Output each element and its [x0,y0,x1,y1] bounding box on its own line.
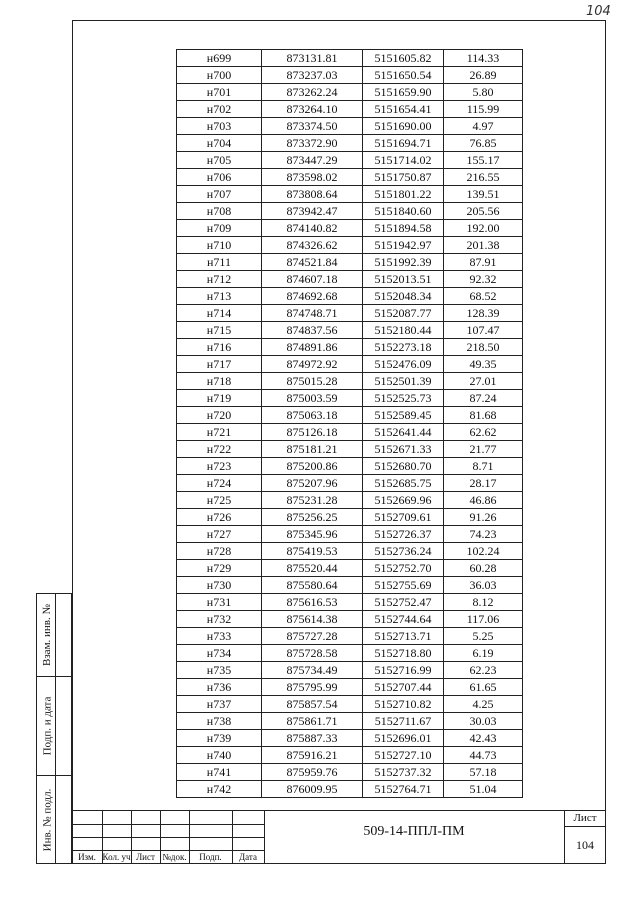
point-id-cell: н742 [177,781,262,798]
distance-cell: 205.56 [444,203,523,220]
y-coord-cell: 5152685.75 [363,475,444,492]
table-row [177,322,523,339]
x-coord-cell: 875345.96 [262,526,363,543]
y-coord-cell: 5151659.90 [363,84,444,101]
x-coord-cell: 875728.58 [262,645,363,662]
x-coord-cell: 874837.56 [262,322,363,339]
x-coord-cell: 875580.64 [262,577,363,594]
x-coord-cell: 875616.53 [262,594,363,611]
y-coord-cell: 5151750.87 [363,169,444,186]
point-id-cell: н703 [177,118,262,135]
x-coord-cell: 875063.18 [262,407,363,424]
y-coord-cell: 5152752.70 [363,560,444,577]
x-coord-cell: 874692.68 [262,288,363,305]
y-coord-cell: 5152716.99 [363,662,444,679]
point-id-cell: н704 [177,135,262,152]
table-row [177,747,523,764]
inv-podl-label: Инв. № подл. [41,788,53,851]
distance-cell: 57.18 [444,764,523,781]
x-coord-cell: 875419.53 [262,543,363,560]
table-row [177,67,523,84]
table-row [177,390,523,407]
x-coord-cell: 873447.29 [262,152,363,169]
distance-cell: 28.17 [444,475,523,492]
x-coord-cell: 873808.64 [262,186,363,203]
table-row [177,441,523,458]
point-id-cell: н733 [177,628,262,645]
col-podp: Подп. [199,852,222,862]
distance-cell: 27.01 [444,373,523,390]
point-id-cell: н718 [177,373,262,390]
x-coord-cell: 873942.47 [262,203,363,220]
col-data: Дата [239,852,257,862]
y-coord-cell: 5152669.96 [363,492,444,509]
point-id-cell: н721 [177,424,262,441]
y-coord-cell: 5152180.44 [363,322,444,339]
point-id-cell: н735 [177,662,262,679]
y-coord-cell: 5151694.71 [363,135,444,152]
point-id-cell: н711 [177,254,262,271]
point-id-cell: н736 [177,679,262,696]
y-coord-cell: 5152589.45 [363,407,444,424]
podp-data-box [36,676,72,776]
point-id-cell: н716 [177,339,262,356]
left-side-strip [36,593,72,864]
distance-cell: 30.03 [444,713,523,730]
table-row [177,84,523,101]
table-row [177,713,523,730]
table-row [177,696,523,713]
y-coord-cell: 5151690.00 [363,118,444,135]
vzam-inv-label: Взам. инв. № [41,604,53,666]
point-id-cell: н710 [177,237,262,254]
distance-cell: 139.51 [444,186,523,203]
col-kol-uch: Кол. уч [102,852,131,862]
x-coord-cell: 875916.21 [262,747,363,764]
point-id-cell: н726 [177,509,262,526]
table-row [177,424,523,441]
distance-cell: 107.47 [444,322,523,339]
table-row [177,373,523,390]
distance-cell: 61.65 [444,679,523,696]
table-row [177,118,523,135]
distance-cell: 76.85 [444,135,523,152]
x-coord-cell: 875003.59 [262,390,363,407]
distance-cell: 5.25 [444,628,523,645]
distance-cell: 8.71 [444,458,523,475]
y-coord-cell: 5151992.39 [363,254,444,271]
distance-cell: 128.39 [444,305,523,322]
point-id-cell: н700 [177,67,262,84]
x-coord-cell: 875181.21 [262,441,363,458]
x-coord-cell: 874521.84 [262,254,363,271]
point-id-cell: н737 [177,696,262,713]
distance-cell: 44.73 [444,747,523,764]
table-row [177,254,523,271]
y-coord-cell: 5152752.47 [363,594,444,611]
x-coord-cell: 875200.86 [262,458,363,475]
sheet-number: 104 [576,838,594,852]
table-row [177,220,523,237]
table-row [177,543,523,560]
distance-cell: 6.19 [444,645,523,662]
point-id-cell: н706 [177,169,262,186]
table-row [177,645,523,662]
distance-cell: 91.26 [444,509,523,526]
distance-cell: 60.28 [444,560,523,577]
distance-cell: 49.35 [444,356,523,373]
y-coord-cell: 5152727.10 [363,747,444,764]
distance-cell: 216.55 [444,169,523,186]
y-coord-cell: 5152709.61 [363,509,444,526]
col-ndok: №док. [162,852,187,862]
vzam-inv-box [36,593,72,677]
y-coord-cell: 5151605.82 [363,50,444,67]
x-coord-cell: 875207.96 [262,475,363,492]
table-row [177,305,523,322]
point-id-cell: н702 [177,101,262,118]
table-row [177,203,523,220]
x-coord-cell: 875795.99 [262,679,363,696]
inv-podl-box [36,775,72,864]
table-row [177,730,523,747]
point-id-cell: н729 [177,560,262,577]
distance-cell: 74.23 [444,526,523,543]
y-coord-cell: 5152087.77 [363,305,444,322]
point-id-cell: н722 [177,441,262,458]
table-row [177,475,523,492]
point-id-cell: н715 [177,322,262,339]
point-id-cell: н712 [177,271,262,288]
x-coord-cell: 874140.82 [262,220,363,237]
point-id-cell: н720 [177,407,262,424]
table-row [177,492,523,509]
y-coord-cell: 5152707.44 [363,679,444,696]
x-coord-cell: 875734.49 [262,662,363,679]
x-coord-cell: 875126.18 [262,424,363,441]
podp-data-label: Подп. и дата [41,696,54,756]
y-coord-cell: 5152696.01 [363,730,444,747]
distance-cell: 4.97 [444,118,523,135]
point-id-cell: н717 [177,356,262,373]
point-id-cell: н707 [177,186,262,203]
x-coord-cell: 873264.10 [262,101,363,118]
table-row [177,679,523,696]
point-id-cell: н723 [177,458,262,475]
y-coord-cell: 5152736.24 [363,543,444,560]
distance-cell: 87.24 [444,390,523,407]
table-row [177,169,523,186]
table-row [177,407,523,424]
x-coord-cell: 875727.28 [262,628,363,645]
y-coord-cell: 5152710.82 [363,696,444,713]
y-coord-cell: 5152048.34 [363,288,444,305]
y-coord-cell: 5152764.71 [363,781,444,798]
y-coord-cell: 5152713.71 [363,628,444,645]
point-id-cell: н740 [177,747,262,764]
distance-cell: 51.04 [444,781,523,798]
table-row [177,152,523,169]
col-izm: Изм. [78,852,96,862]
y-coord-cell: 5151650.54 [363,67,444,84]
y-coord-cell: 5151840.60 [363,203,444,220]
x-coord-cell: 873131.81 [262,50,363,67]
distance-cell: 115.99 [444,101,523,118]
distance-cell: 87.91 [444,254,523,271]
distance-cell: 36.03 [444,577,523,594]
point-id-cell: н730 [177,577,262,594]
y-coord-cell: 5151942.97 [363,237,444,254]
table-row [177,339,523,356]
y-coord-cell: 5152641.44 [363,424,444,441]
table-row [177,526,523,543]
x-coord-cell: 875861.71 [262,713,363,730]
distance-cell: 155.17 [444,152,523,169]
point-id-cell: н701 [177,84,262,101]
distance-cell: 4.25 [444,696,523,713]
distance-cell: 62.62 [444,424,523,441]
distance-cell: 62.23 [444,662,523,679]
x-coord-cell: 875256.25 [262,509,363,526]
table-row [177,781,523,798]
table-row [177,509,523,526]
point-id-cell: н708 [177,203,262,220]
point-id-cell: н741 [177,764,262,781]
x-coord-cell: 876009.95 [262,781,363,798]
x-coord-cell: 875857.54 [262,696,363,713]
table-row [177,237,523,254]
x-coord-cell: 874891.86 [262,339,363,356]
y-coord-cell: 5152680.70 [363,458,444,475]
point-id-cell: н731 [177,594,262,611]
y-coord-cell: 5151801.22 [363,186,444,203]
table-row [177,560,523,577]
point-id-cell: н728 [177,543,262,560]
table-row [177,271,523,288]
distance-cell: 218.50 [444,339,523,356]
x-coord-cell: 873372.90 [262,135,363,152]
table-row [177,662,523,679]
table-row [177,764,523,781]
table-row [177,186,523,203]
x-coord-cell: 875231.28 [262,492,363,509]
distance-cell: 5.80 [444,84,523,101]
point-id-cell: н713 [177,288,262,305]
point-id-cell: н699 [177,50,262,67]
table-row [177,611,523,628]
y-coord-cell: 5152711.67 [363,713,444,730]
x-coord-cell: 874748.71 [262,305,363,322]
y-coord-cell: 5152476.09 [363,356,444,373]
distance-cell: 21.77 [444,441,523,458]
point-id-cell: н732 [177,611,262,628]
x-coord-cell: 873374.50 [262,118,363,135]
distance-cell: 46.86 [444,492,523,509]
table-row [177,135,523,152]
x-coord-cell: 873237.03 [262,67,363,84]
coordinates-table [176,49,523,798]
y-coord-cell: 5152013.51 [363,271,444,288]
x-coord-cell: 873262.24 [262,84,363,101]
distance-cell: 192.00 [444,220,523,237]
y-coord-cell: 5152744.64 [363,611,444,628]
y-coord-cell: 5152525.73 [363,390,444,407]
distance-cell: 81.68 [444,407,523,424]
x-coord-cell: 875887.33 [262,730,363,747]
distance-cell: 92.32 [444,271,523,288]
point-id-cell: н738 [177,713,262,730]
sheet-label: Лист [573,812,597,824]
x-coord-cell: 873598.02 [262,169,363,186]
point-id-cell: н734 [177,645,262,662]
document-code: 509-14-ППЛ-ПМ [363,824,465,839]
y-coord-cell: 5152737.32 [363,764,444,781]
point-id-cell: н739 [177,730,262,747]
table-row [177,288,523,305]
table-row [177,101,523,118]
x-coord-cell: 874326.62 [262,237,363,254]
y-coord-cell: 5152726.37 [363,526,444,543]
y-coord-cell: 5152671.33 [363,441,444,458]
title-block [72,810,606,864]
distance-cell: 114.33 [444,50,523,67]
x-coord-cell: 875520.44 [262,560,363,577]
table-row [177,594,523,611]
x-coord-cell: 874607.18 [262,271,363,288]
y-coord-cell: 5152501.39 [363,373,444,390]
distance-cell: 68.52 [444,288,523,305]
point-id-cell: н724 [177,475,262,492]
table-row [177,628,523,645]
distance-cell: 8.12 [444,594,523,611]
distance-cell: 42.43 [444,730,523,747]
y-coord-cell: 5152718.80 [363,645,444,662]
distance-cell: 117.06 [444,611,523,628]
y-coord-cell: 5151714.02 [363,152,444,169]
table-row [177,458,523,475]
point-id-cell: н727 [177,526,262,543]
point-id-cell: н714 [177,305,262,322]
distance-cell: 26.89 [444,67,523,84]
col-list: Лист [136,852,155,862]
handwritten-page-number: 104 [586,4,611,19]
table-row [177,356,523,373]
table-row [177,50,523,67]
y-coord-cell: 5151654.41 [363,101,444,118]
y-coord-cell: 5152755.69 [363,577,444,594]
point-id-cell: н709 [177,220,262,237]
point-id-cell: н719 [177,390,262,407]
y-coord-cell: 5151894.58 [363,220,444,237]
distance-cell: 201.38 [444,237,523,254]
table-row [177,577,523,594]
x-coord-cell: 875015.28 [262,373,363,390]
y-coord-cell: 5152273.18 [363,339,444,356]
x-coord-cell: 874972.92 [262,356,363,373]
point-id-cell: н705 [177,152,262,169]
x-coord-cell: 875959.76 [262,764,363,781]
distance-cell: 102.24 [444,543,523,560]
x-coord-cell: 875614.38 [262,611,363,628]
point-id-cell: н725 [177,492,262,509]
